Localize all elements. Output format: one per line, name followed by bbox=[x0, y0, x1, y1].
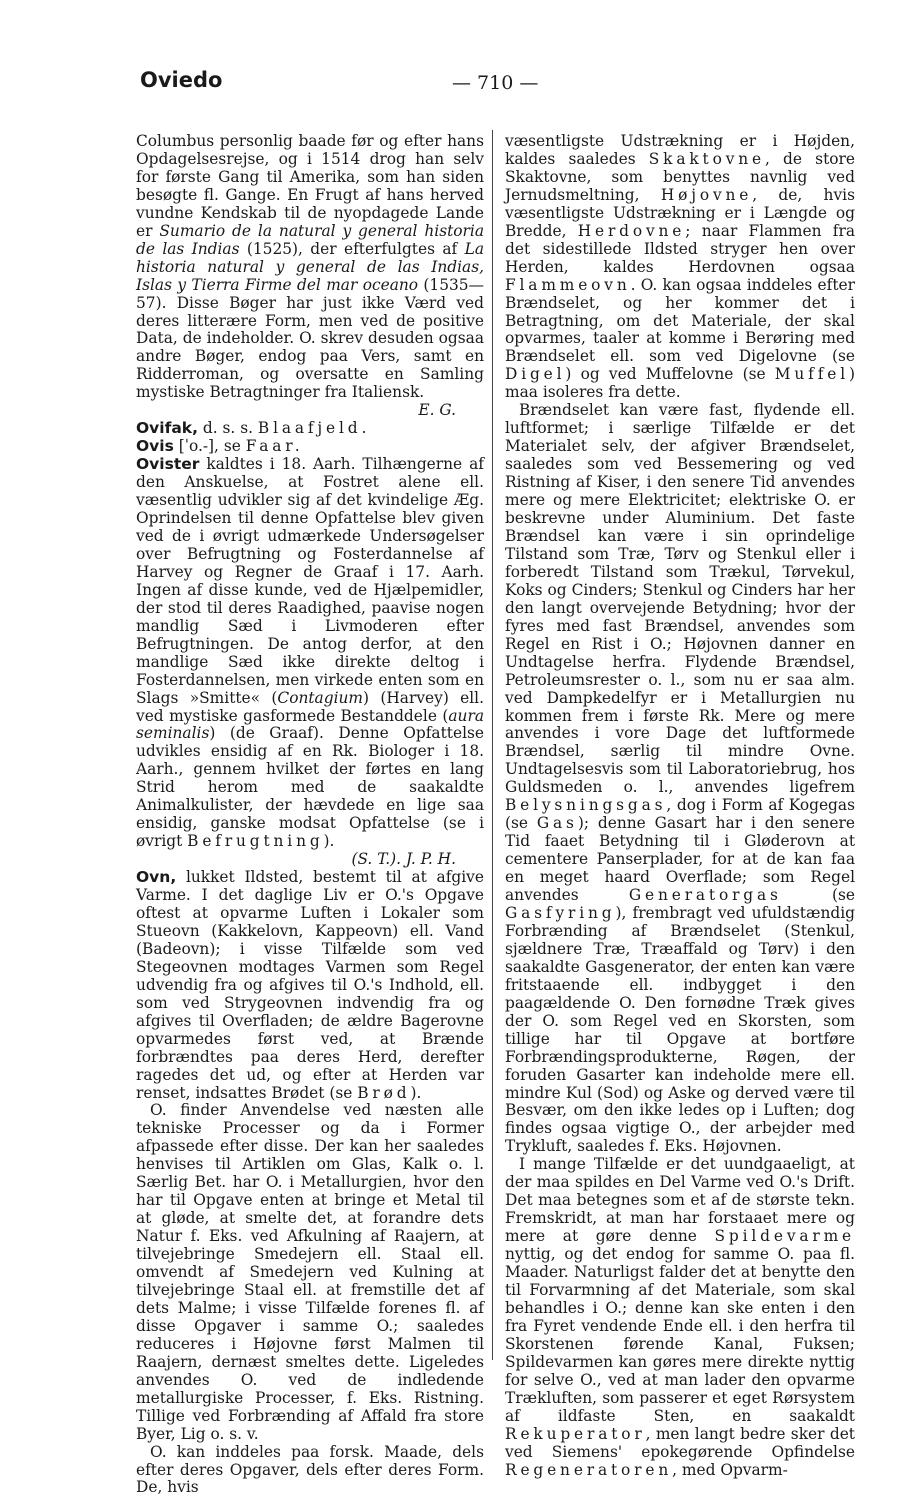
cross-reference: Gas bbox=[536, 814, 578, 833]
cross-reference: Blaafjeld. bbox=[257, 419, 371, 438]
entry-ovifak: Ovifak, d. s. s. Blaafjeld. bbox=[136, 419, 371, 438]
paragraph: Brændselet kan være fast, flydende ell. luftformet; i særlige Tilfælde er det Materialet selv, der afgiver Brændselet, saaledes som ved Bessemering og ved Ristning af Kiser, i den senere Tid anvendes mere og mere Elektricitet; elektriske O. er beskrevne under Aluminium. Det faste Brændsel kan være i sin oprindelige Tilstand som Træ, Tørv og Stenkul eller i forberedt Tilstand som Trækul, Tørvekul, Koks og Cinders; Stenkul og Cinders har her den langt overvejende Betydning; hvor der fyres med fast Brændsel, anvendes som Regel en Rist i O.; Højovnen danner en Undtagelse herfra. Flydende Brændsel, Petroleumsrester o. l., som nu er saa alm. ved Dampkedelfyr er i Metallurgien nu kommen frem i første Rk. Mere og mere anvendes i vore Dage det luftformede Brændsel, særlig til mindre Ovne. Undtagelsesvis som til Laboratoriebrug, hos Guldsmeden o. l., anvendes ligefrem Belysningsgas, dog i Form af Kogegas (se Gas); denne Gasart har i den senere Tid faaet Betydning til i Gløderovn at cementere Panserplader, for at de kan faa en meget haard Overflade; som Regel anvendes Generatorgas (se Gasfyring), frembragt ved ufuldstændig Forbrænding af Brændselet (Stenkul, sjældnere Træ, Træaffald og Tørv) i den saakaldte Gasgenerator, der enten kan være fritstaaende ell. indbygget i den paagældende O. Den fornødne Træk gives der O. som Regel ved en Skorsten, som tillige har til Opgave at bortføre Forbrændingsprodukterne, Røgen, der foruden Gasarter kan indeholde mere ell. mindre Kul (Sod) og Aske og derved være til Besvær, om den ikke ledes op i Luften; dog findes ogsaa vigtige O., der arbejder med Trykluft, saaledes f. Eks. Højovnen. bbox=[505, 401, 855, 1156]
paragraph: O. finder Anvendelse ved næsten alle tekniske Processer og da i Former afpassede efter disse. Der kan her saaledes henvises til Artiklen om Glas, Kalk o. l. Særlig Bet. har O. i Metallurgien, hvor den har til Opgave enten at bringe et Metal til at gløde, at smelte det, at forandre dets Natur f. Eks. ved Afkulning af Raajern, at tilvejebringe Smedejern ell. Staal ell. omvendt af Smedejern ved Kulning at tilvejebringe Staal ell. at fremstille det af dets Malme; i visse Tilfælde forenes fl. af disse Opgaver i samme O.; saaledes reduceres i Højovne først Malmen til Raajern, dernæst smeltes dette. Ligeledes anvendes O. ved de indledende metallurgiske Processer, f. Eks. Ristning. Tillige ved Forbrænding af Affald fra store Byer, Lig o. s. v. bbox=[136, 1101, 484, 1443]
paragraph: O. kan inddeles paa forsk. Maade, dels efter deres Opgaver, dels efter deres Form. De, hvis bbox=[136, 1442, 484, 1497]
cross-reference: Digel bbox=[505, 365, 566, 384]
right-column bbox=[505, 133, 855, 1479]
cross-reference: Gasfyring bbox=[505, 903, 616, 922]
column-divider bbox=[492, 130, 493, 1360]
page-number: — 710 — bbox=[452, 72, 539, 94]
cross-reference: Muffel bbox=[774, 365, 849, 384]
cross-reference: Brød bbox=[357, 1083, 411, 1102]
entry-ovister: Ovister kaldtes i 18. Aarh. Tilhængerne af den Anskuelse, at Fostret alene ell. væsentlig udvikler sig af det kvindelige Æg. Oprindelsen til denne Opfattelse blev given ved de i øvrigt udmærkede Undersøgelser over Befrugtning og Fosterdannelse af Harvey og Regner de Graaf i 17. Aarh. Ingen af disse kunde, ved de Hjælpemidler, der stod til deres Raadighed, paavise nogen mandlig Sæd i Livmoderen efter Befrugtningen. De antog derfor, at den mandlige Sæd ikke direkte deltog i Fosterdannelsen, men virkede enten som en Slags »Smitte« (Contagium) (Harvey) ell. ved mystiske gasformede Bestanddele (aura seminalis) (de Graaf). Denne Opfattelse udvikles ensidig af en Rk. Biologer i 18. Aarh., gennem hvilket der førtes en lang Strid herom med de saakaldte Animalkulister, der hævdede en lige saa ensidig, ganske modsat Opfattelse (se i øvrigt Befrugtning). bbox=[136, 455, 484, 851]
headword: Ovis bbox=[136, 437, 174, 456]
left-column bbox=[136, 133, 484, 1497]
cross-reference: Faar. bbox=[245, 437, 304, 456]
entry-ovn: Ovn, lukket Ildsted, bestemt til at afgive Varme. I det daglige Liv er O.'s Opgave oftest at opvarme Luften i Lokaler som Stueovn (Kakkelovn, Kappeovn) ell. Vand (Badeovn); i visse Tilfælde som ved Stegeovnen modtages Varmen som Regel udvendig fra og afgives til O.'s Indhold, ell. som ved Strygeovnen indvendig fra og afgives til Overfladen; de ældre Bagerovne opvarmedes først ved, at Brænde forbrændtes paa deres Herd, derefter ragedes det ud, og efter at Herden var renset, indsattes Brødet (se Brød). bbox=[136, 868, 484, 1102]
book-title: La historia natural y general de las Indias, Islas y Tierra Firme del mar oceano bbox=[136, 239, 484, 294]
paragraph-oviedo-continued: Columbus personlig baade før og efter hans Opdagelsesrejse, og i 1514 drog han selv for første Gang til Amerika, som han siden besøgte fl. Gange. En Frugt af hans herved vundne Kendskab til de nyopdagede Lande er Sumario de la natural y general historia de las Indias (1525), der efterfulgtes af La historia natural y general de las Indias, Islas y Tierra Firme del mar oceano (1535—57). Disse Bøger har just ikke Værd ved deres litterære Form, men ved de positive Data, de indeholder. O. skrev desuden ogsaa andre Bøger, endog paa Vers, samt en Ridderroman, og oversatte en Samling mystiske Betragtninger fra Italiensk. bbox=[136, 132, 485, 402]
paragraph: væsentligste Udstrækning er i Højden, kaldes saaledes Skaktovne, de store Skaktovne, som benyttes navnlig ved Jernudsmeltning, Højovne, de, hvis væsentligste Udstrækning er i Længde og Bredde, Herdovne; naar Flammen fra det sidestillede Ildsted stryger hen over Herden, kaldes Herdovnen ogsaa Flammeovn. O. kan ogsaa inddeles efter Brændselet, og her kommer det i Betragtning, om det Materiale, der skal opvarmes, taaler at komme i Berøring med Brændselet ell. som ved Digelovne (se Digel) og ved Muffelovne (se Muffel) maa isoleres fra dette. bbox=[505, 132, 856, 402]
paragraph: I mange Tilfælde er det uundgaaeligt, at der maa spildes en Del Varme ved O.'s Drift. Det maa betegnes som et af de største tekn. Fremskridt, at man har forstaaet mere og mere at gøre denne Spildevarme nyttig, og det endog for samme O. paa fl. Maader. Naturligst falder det at benytte den til Forvarmning af det Materiale, som skal behandles i O.; denne kan ske enten i den fra Fyret vendende Ende ell. i den herfra til Skorstenen førende Kanal, Fuksen; Spildevarmen kan gøres mere direkte nyttig for selve O., ved at man lader den opvarme Trækluften, som passerer et eget Rørsystem af ildfaste Sten, en saakaldt Rekuperator, men langt bedre sker det ved Siemens' epokegørende Opfindelse Regeneratoren, med Opvarm- bbox=[505, 1155, 855, 1479]
running-headword: Oviedo bbox=[140, 68, 223, 92]
page-header bbox=[0, 68, 920, 102]
author-signature: E. G. bbox=[418, 401, 456, 420]
book-title: Sumario de la natural y general historia de las Indias bbox=[136, 221, 485, 258]
author-signature: (S. T.). J. P. H. bbox=[351, 850, 456, 869]
headword: Ovister bbox=[136, 455, 200, 474]
entry-ovis: Ovis [ˈo.-], se Faar. bbox=[136, 437, 304, 456]
headword: Ovifak, bbox=[136, 419, 198, 438]
headword: Ovn, bbox=[136, 868, 177, 887]
cross-reference: Befrugtning bbox=[187, 832, 324, 851]
